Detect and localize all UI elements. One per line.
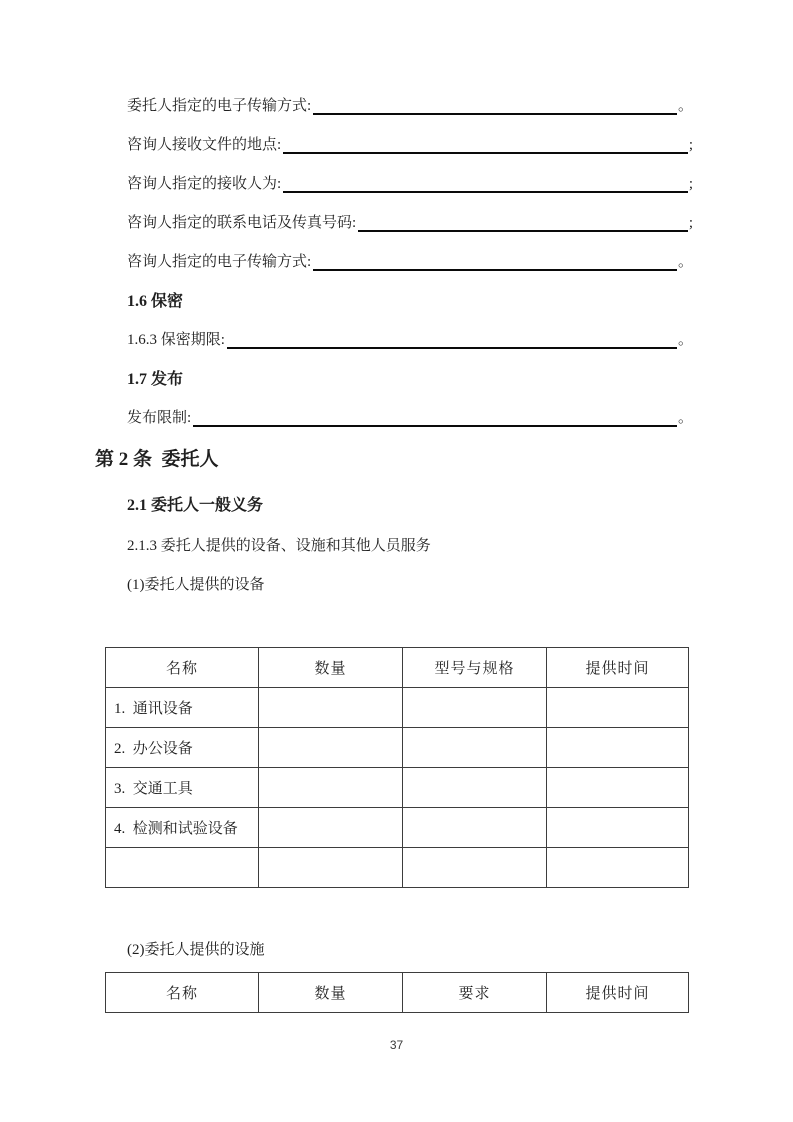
form-line-label: 发布限制: <box>127 410 192 426</box>
form-line-suffix: 。 <box>677 332 693 348</box>
heading-article-2-client: 第 2 条 委托人 <box>95 449 219 470</box>
paragraph-2-1-3-client-provided-equipment: 2.1.3 委托人提供的设备、设施和其他人员服务 <box>127 538 431 554</box>
heading-1-7-publish: 1.7 发布 <box>127 371 184 388</box>
form-line-label: 咨询人指定的电子传输方式: <box>127 254 312 270</box>
form-line-publish-restriction <box>127 408 693 428</box>
empty-cell[interactable] <box>403 808 547 848</box>
empty-cell[interactable] <box>106 848 259 888</box>
empty-cell[interactable] <box>403 848 547 888</box>
facilities-header-quantity: 数量 <box>259 973 403 1013</box>
equipment-row-label: 1. 通讯设备 <box>106 688 259 728</box>
empty-cell[interactable] <box>259 688 403 728</box>
equipment-table-header-row <box>106 648 689 688</box>
facilities-header-name: 名称 <box>106 973 259 1013</box>
heading-1-6-confidentiality: 1.6 保密 <box>127 293 184 310</box>
equipment-row-label: 4. 检测和试验设备 <box>106 808 259 848</box>
paragraph-item-2-facilities: (2)委托人提供的设施 <box>127 942 265 958</box>
equipment-header-provide-time: 提供时间 <box>547 648 689 688</box>
empty-cell[interactable] <box>403 728 547 768</box>
equipment-header-model-spec: 型号与规格 <box>403 648 547 688</box>
table-row <box>106 768 689 808</box>
paragraph-item-1-equipment: (1)委托人提供的设备 <box>127 577 265 593</box>
empty-cell[interactable] <box>259 848 403 888</box>
blank-underline[interactable] <box>283 138 688 154</box>
empty-cell[interactable] <box>403 768 547 808</box>
form-line-label: 咨询人指定的联系电话及传真号码: <box>127 215 357 231</box>
blank-underline[interactable] <box>313 255 677 271</box>
form-line-consultant-receive-location <box>127 135 693 155</box>
empty-cell[interactable] <box>547 728 689 768</box>
table-row <box>106 808 689 848</box>
equipment-header-quantity: 数量 <box>259 648 403 688</box>
blank-underline[interactable] <box>313 99 677 115</box>
empty-cell[interactable] <box>403 688 547 728</box>
form-line-client-electronic-transmission <box>127 96 693 116</box>
form-line-label: 咨询人接收文件的地点: <box>127 137 282 153</box>
table-row <box>106 688 689 728</box>
form-line-label: 1.6.3 保密期限: <box>127 332 225 348</box>
equipment-table <box>105 647 689 888</box>
facilities-header-requirement: 要求 <box>403 973 547 1013</box>
form-line-consultant-phone-fax <box>127 213 693 233</box>
empty-cell[interactable] <box>547 848 689 888</box>
page-number: 37 <box>389 1038 404 1052</box>
empty-cell[interactable] <box>547 768 689 808</box>
form-line-confidentiality-period <box>127 330 693 350</box>
form-line-suffix: ; <box>688 176 693 192</box>
blank-underline[interactable] <box>283 177 688 193</box>
empty-cell[interactable] <box>259 728 403 768</box>
facilities-header-provide-time: 提供时间 <box>547 973 689 1013</box>
facilities-table <box>105 972 689 1013</box>
empty-cell[interactable] <box>547 688 689 728</box>
form-line-suffix: ; <box>688 137 693 153</box>
facilities-table-header-row <box>106 973 689 1013</box>
heading-2-1-client-general-obligations: 2.1 委托人一般义务 <box>127 497 264 514</box>
form-line-suffix: 。 <box>677 410 693 426</box>
table-row <box>106 728 689 768</box>
empty-cell[interactable] <box>259 808 403 848</box>
empty-cell[interactable] <box>547 808 689 848</box>
form-line-label: 咨询人指定的接收人为: <box>127 176 282 192</box>
form-line-suffix: ; <box>688 215 693 231</box>
form-line-consultant-electronic-transmission <box>127 252 693 272</box>
form-line-suffix: 。 <box>677 254 693 270</box>
equipment-row-label: 3. 交通工具 <box>106 768 259 808</box>
blank-underline[interactable] <box>193 411 677 427</box>
equipment-row-label: 2. 办公设备 <box>106 728 259 768</box>
blank-underline[interactable] <box>358 216 688 232</box>
form-line-consultant-receiver <box>127 174 693 194</box>
blank-underline[interactable] <box>227 333 677 349</box>
form-line-label: 委托人指定的电子传输方式: <box>127 98 312 114</box>
table-row <box>106 848 689 888</box>
empty-cell[interactable] <box>259 768 403 808</box>
equipment-header-name: 名称 <box>106 648 259 688</box>
form-line-suffix: 。 <box>677 98 693 114</box>
